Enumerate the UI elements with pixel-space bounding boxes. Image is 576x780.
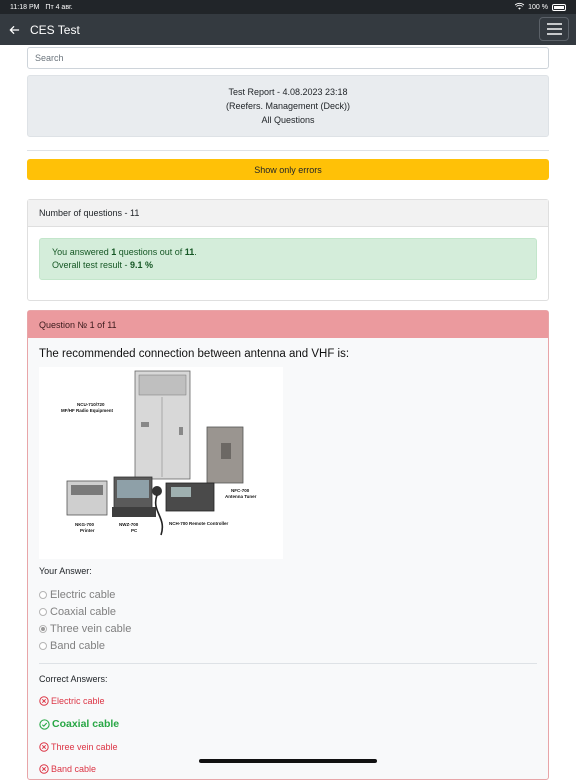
status-date: Пт 4 авг.	[45, 3, 73, 11]
option-label: Coaxial cable	[50, 605, 117, 618]
correct-answer-item	[39, 742, 537, 752]
test-report-box	[27, 75, 549, 137]
question-body	[28, 338, 548, 774]
image-label-pc: PC	[131, 528, 138, 533]
check-circle-icon	[39, 719, 50, 730]
main-content	[27, 47, 549, 780]
menu-bar-icon	[547, 28, 562, 30]
back-arrow-icon[interactable]	[0, 22, 28, 38]
question-header: Question № 1 of 11	[28, 311, 548, 338]
search-placeholder: Search	[35, 53, 64, 63]
report-scope: All Questions	[261, 115, 315, 125]
summary-header: Number of questions - 11	[28, 200, 548, 227]
image-label-nwz: NWZ-700	[119, 522, 139, 527]
battery-percent: 100 %	[528, 3, 548, 11]
battery-icon	[552, 4, 566, 11]
report-subject: (Reefers. Management (Deck))	[225, 101, 351, 111]
answer-label: Band cable	[51, 764, 97, 774]
option-label: Three vein cable	[50, 622, 132, 635]
correct-answer-item	[39, 764, 537, 774]
search-input[interactable]	[27, 47, 549, 69]
menu-bar-icon	[547, 23, 562, 25]
navbar	[0, 14, 576, 45]
result-alert	[39, 238, 537, 280]
status-left	[10, 4, 73, 11]
image-label-nfc: NFC-700	[231, 488, 250, 493]
x-circle-icon	[39, 742, 49, 752]
option-band-cable[interactable]	[39, 637, 537, 654]
image-label-nch: NCH-700 Remote Controller	[169, 521, 229, 526]
wifi-icon	[515, 3, 524, 12]
image-label-printer: Printer	[80, 528, 95, 533]
app-title: CES Test	[30, 22, 80, 37]
question-text: The recommended connection between antenna and VHF is:	[39, 348, 350, 360]
answered-line: You answered 1 questions out of 11.	[52, 247, 197, 257]
correct-answer-item	[39, 718, 537, 730]
image-label-tuner: Antenna Tuner	[225, 494, 257, 499]
radio-icon[interactable]	[39, 642, 47, 650]
x-circle-icon	[39, 764, 49, 774]
x-circle-icon	[39, 696, 49, 706]
show-only-errors-button[interactable]: Show only errors	[27, 159, 549, 180]
overall-result-line: Overall test result - 9.1 %	[52, 260, 154, 270]
answer-label: Three vein cable	[51, 742, 118, 752]
question-card	[27, 310, 549, 780]
radio-icon[interactable]	[39, 608, 47, 616]
answer-options	[39, 586, 537, 654]
status-time: 11:18 PM	[10, 3, 40, 11]
image-label-nkg: NKG-700	[75, 522, 95, 527]
radio-checked-icon[interactable]	[39, 625, 47, 633]
divider	[27, 150, 549, 151]
status-right	[515, 3, 566, 12]
answer-label: Coaxial cable	[52, 718, 120, 730]
correct-answer-item	[39, 696, 537, 706]
image-label-ncu: NCU-710/720	[77, 402, 105, 407]
your-answer-label: Your Answer:	[39, 566, 92, 576]
option-coaxial-cable[interactable]	[39, 603, 537, 620]
summary-card	[27, 199, 549, 301]
image-label-mfhf: MF/HF Radio Equipment	[61, 408, 113, 413]
hamburger-menu-button[interactable]	[539, 17, 569, 41]
report-title: Test Report - 4.08.2023 23:18	[228, 87, 348, 97]
status-bar	[0, 0, 576, 14]
option-three-vein-cable[interactable]	[39, 620, 537, 637]
divider	[39, 663, 537, 664]
radio-icon[interactable]	[39, 591, 47, 599]
option-electric-cable[interactable]	[39, 586, 537, 603]
question-image	[39, 367, 283, 559]
home-indicator[interactable]	[199, 759, 377, 763]
option-label: Band cable	[50, 639, 106, 652]
option-label: Electric cable	[50, 588, 116, 601]
correct-answers-label: Correct Answers:	[39, 674, 108, 684]
answer-label: Electric cable	[51, 696, 105, 706]
menu-bar-icon	[547, 33, 562, 35]
